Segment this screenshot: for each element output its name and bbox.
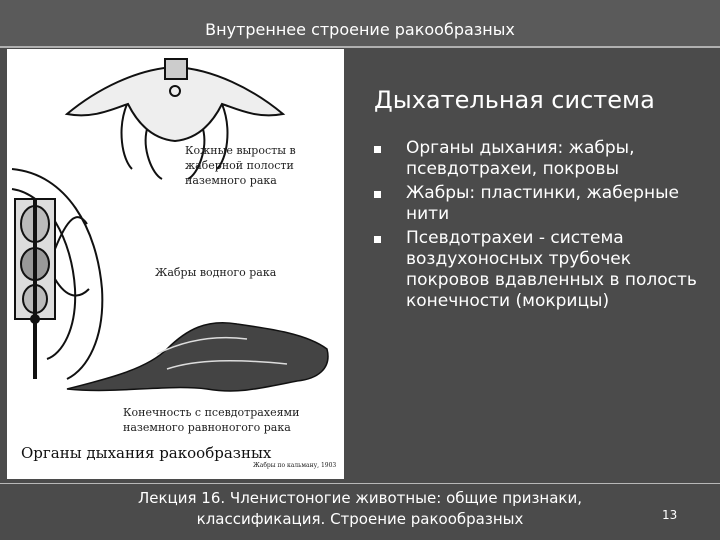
header-divider xyxy=(0,46,720,48)
figure-panel xyxy=(7,49,344,479)
square-bullet-icon xyxy=(374,191,381,198)
bullet-item xyxy=(374,183,704,225)
footer-lecture-title: Лекция 16. Членистоногие животные: общие признаки, классификация. Строение ракообразных xyxy=(137,489,583,528)
bullet-text: Псевдотрахеи - система воздухоносных трубочек покровов вдавленных в полость конечности (мокрицы) xyxy=(406,228,697,311)
caption-pseudotrachea-limb: Конечность с псевдотрахеями наземного равноногого рака xyxy=(123,406,300,434)
bullet-list xyxy=(374,138,704,315)
caption-skin-growths: Кожные выросты в жаберной полости наземного рака xyxy=(185,144,296,187)
bullet-item xyxy=(374,228,704,312)
bullet-item xyxy=(374,138,704,180)
bullet-text: Органы дыхания: жабры, псевдотрахеи, покровы xyxy=(406,138,635,179)
header-title: Внутреннее строение ракообразных xyxy=(205,20,515,39)
square-bullet-icon xyxy=(374,236,381,243)
figure-title: Органы дыхания ракообразных xyxy=(21,444,272,462)
page-number: 13 xyxy=(662,508,678,522)
square-bullet-icon xyxy=(374,146,381,153)
caption-aquatic-gills: Жабры водного рака xyxy=(155,266,277,279)
slide-title: Дыхательная система xyxy=(374,86,655,114)
bullet-text: Жабры: пластинки, жаберные нити xyxy=(406,183,679,224)
footer-divider xyxy=(0,483,720,484)
figure-credit: Жабры по кальману, 1903 xyxy=(253,462,337,469)
